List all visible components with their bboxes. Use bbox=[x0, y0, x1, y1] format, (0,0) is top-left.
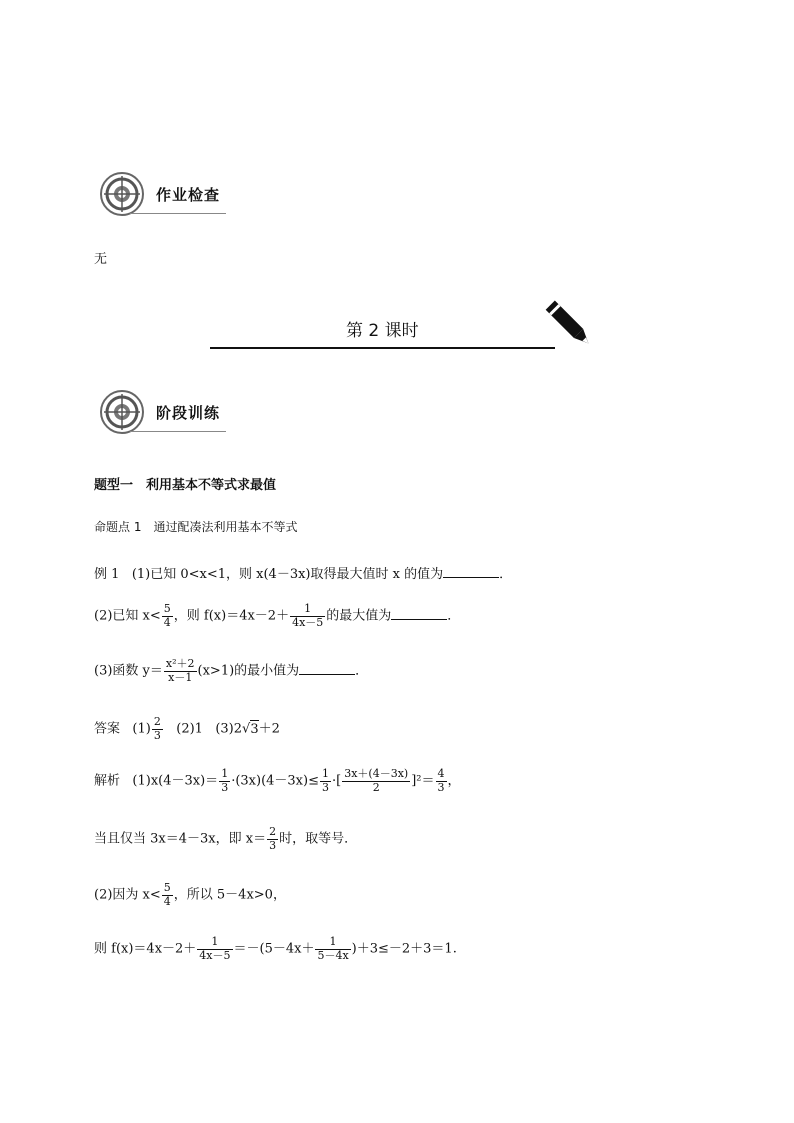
numerator: 1 bbox=[315, 936, 350, 950]
bracket-open: ·[ bbox=[331, 773, 342, 789]
fraction bbox=[197, 936, 232, 962]
analysis-text: 则 f(x)＝4x－2＋ bbox=[94, 941, 197, 957]
heading-underline bbox=[130, 213, 226, 214]
analysis-mid: ·(3x)(4－3x)≤ bbox=[231, 773, 319, 789]
denominator: 3 bbox=[221, 780, 229, 794]
denominator: 5－4x bbox=[317, 948, 349, 962]
fraction bbox=[342, 768, 410, 794]
fraction bbox=[267, 826, 278, 852]
denominator: 3 bbox=[321, 780, 329, 794]
fraction bbox=[320, 768, 331, 794]
answer-label: 答案 bbox=[94, 721, 121, 737]
example-q3 bbox=[94, 658, 368, 684]
answer-blank bbox=[391, 607, 447, 620]
denominator: 4x－5 bbox=[292, 615, 324, 629]
fraction bbox=[162, 882, 173, 908]
q3-mid: (x>1)的最小值为 bbox=[197, 663, 300, 679]
answer-blank bbox=[443, 565, 499, 578]
lesson-banner bbox=[210, 300, 600, 356]
numerator: 4 bbox=[437, 767, 445, 780]
fraction bbox=[315, 936, 350, 962]
numerator: 1 bbox=[221, 767, 229, 780]
analysis-label: 解析 bbox=[94, 773, 121, 789]
fraction bbox=[219, 768, 230, 794]
target-icon bbox=[100, 172, 144, 216]
numerator: x²＋2 bbox=[165, 657, 195, 670]
point-heading: 命题点 1 通过配凑法利用基本不等式 bbox=[94, 520, 298, 534]
numerator: 1 bbox=[321, 767, 329, 780]
analysis-mid: ＝－(5－4x＋ bbox=[233, 941, 315, 957]
answer-1: (1) bbox=[132, 721, 151, 737]
lesson-underline bbox=[210, 347, 555, 349]
answer-2: (2)1 bbox=[176, 721, 203, 737]
section-heading-stage-training bbox=[100, 390, 226, 438]
section-heading-homework bbox=[100, 172, 226, 220]
fraction bbox=[290, 603, 325, 629]
numerator: 5 bbox=[163, 602, 171, 615]
denominator: 3 bbox=[269, 838, 277, 852]
analysis-text: (2)因为 x< bbox=[94, 887, 161, 903]
fraction bbox=[162, 603, 173, 629]
analysis-text: 当且仅当 3x＝4－3x，即 x＝ bbox=[94, 831, 267, 847]
denominator: 3 bbox=[153, 728, 161, 742]
q3-text: (3)函数 y＝ bbox=[94, 663, 163, 679]
section-title: 阶段训练 bbox=[156, 404, 221, 422]
bracket-close: ]²＝ bbox=[411, 773, 435, 789]
numerator: 2 bbox=[269, 825, 277, 838]
none-text: 无 bbox=[94, 252, 108, 267]
answer-blank bbox=[299, 662, 355, 675]
numerator: 3x＋(4－3x) bbox=[344, 767, 409, 780]
example-q1 bbox=[94, 563, 512, 582]
denominator: 4 bbox=[163, 894, 171, 908]
q1-end: ． bbox=[499, 567, 513, 582]
q3-end: ． bbox=[355, 663, 369, 679]
numerator: 2 bbox=[153, 715, 161, 728]
q2-end: ． bbox=[447, 608, 461, 624]
q2-mid: ，则 f(x)＝4x－2＋ bbox=[173, 608, 290, 624]
analysis-line-3 bbox=[94, 882, 286, 908]
pencil-icon bbox=[544, 300, 594, 352]
example-label: 例 1 bbox=[94, 567, 120, 582]
analysis-line-4 bbox=[94, 936, 457, 962]
fraction bbox=[152, 716, 163, 742]
sqrt-radicand: 3 bbox=[250, 721, 259, 737]
denominator: 4x－5 bbox=[199, 948, 231, 962]
heading-underline bbox=[130, 431, 226, 432]
answer-line: 答案 (1) $\frac{2}{3}$ (2)1 (3)2√3＋2 bbox=[94, 715, 280, 742]
denominator: 3 bbox=[437, 780, 445, 794]
numerator: 5 bbox=[163, 881, 171, 894]
analysis-suffix: ，所以 5－4x>0， bbox=[173, 887, 286, 903]
analysis-line-1 bbox=[94, 768, 461, 794]
denominator: 4 bbox=[163, 615, 171, 629]
target-icon bbox=[100, 390, 144, 434]
analysis-suffix: )＋3≤－2＋3＝1. bbox=[351, 941, 457, 957]
q2-text: (2)已知 x< bbox=[94, 608, 161, 624]
answer-3: (3)2 bbox=[215, 721, 243, 737]
answer-3-suffix: ＋2 bbox=[258, 721, 280, 737]
q1-text: (1)已知 0<x<1，则 x(4－3x)取得最大值时 x 的值为 bbox=[131, 567, 444, 582]
fraction bbox=[164, 658, 197, 684]
analysis-suffix: 时，取等号． bbox=[279, 831, 358, 847]
denominator: 2 bbox=[372, 780, 380, 794]
denominator: x－1 bbox=[168, 670, 193, 684]
numerator: 1 bbox=[290, 603, 325, 617]
analysis-end: ， bbox=[447, 773, 461, 789]
section-title: 作业检查 bbox=[156, 186, 221, 204]
analysis-text: (1)x(4－3x)＝ bbox=[132, 773, 219, 789]
type-heading: 题型一 利用基本不等式求最值 bbox=[94, 478, 277, 493]
example-q2 bbox=[94, 603, 460, 629]
q2-suffix: 的最大值为 bbox=[326, 608, 392, 624]
analysis-line-2 bbox=[94, 826, 357, 852]
numerator: 1 bbox=[197, 936, 232, 950]
lesson-title: 第 2 课时 bbox=[346, 321, 419, 341]
fraction bbox=[436, 768, 447, 794]
